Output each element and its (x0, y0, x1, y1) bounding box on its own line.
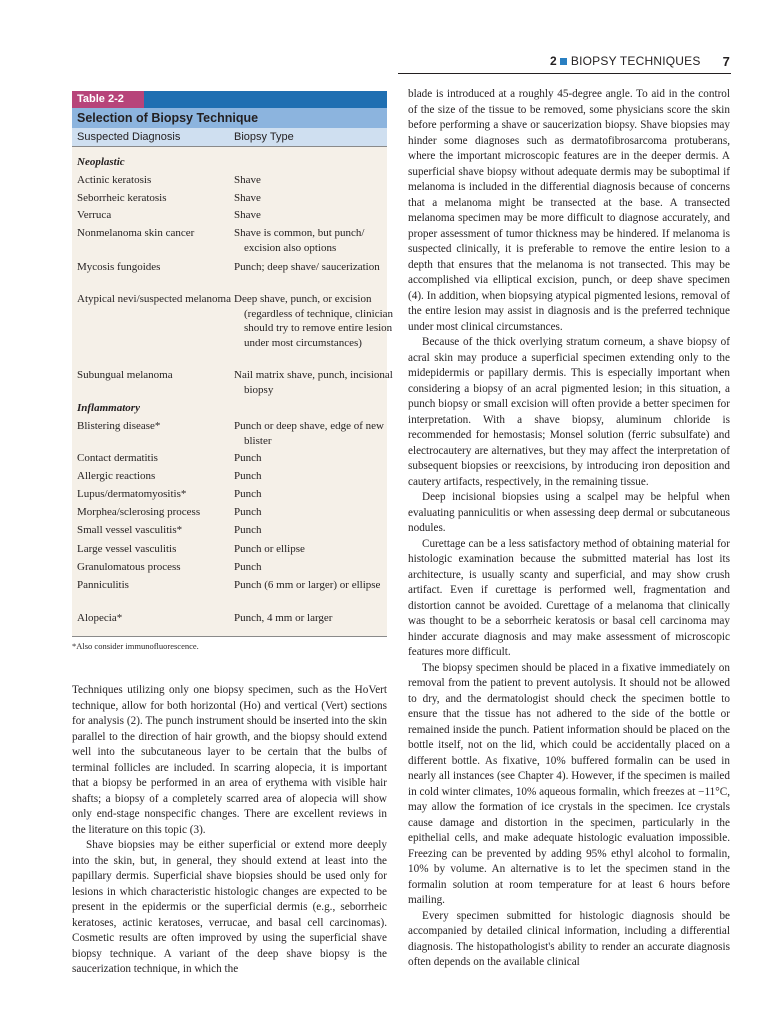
diagnosis-cell: Alopecia* (77, 612, 123, 624)
biopsy-type-cell: Nail matrix shave, punch, incisional biopsy (234, 369, 393, 396)
column-header-diagnosis: Suspected Diagnosis (77, 131, 181, 143)
biopsy-type-cell: Punch (234, 561, 262, 573)
biopsy-type-cell: Punch (234, 488, 262, 500)
diagnosis-cell: Nonmelanoma skin cancer (77, 227, 195, 239)
diagnosis-cell: Verruca (77, 209, 112, 221)
biopsy-type-cell: Punch (234, 452, 262, 464)
paragraph: Deep incisional biopsies using a scalpel may be helpful when evaluating panniculitis or when assessing deep dermal or subcutaneous nodules. (408, 491, 730, 534)
paragraph: Every specimen submitted for histologic diagnosis should be accompanied by detailed clinical information, including a differential diagnosis. The histopathologist's ability to render an accurate diagnosis often depends on the available clinical (408, 909, 730, 968)
diagnosis-cell: Allergic reactions (77, 470, 156, 482)
biopsy-type-cell: Shave is common, but punch/ excision also options (234, 227, 365, 254)
diagnosis-cell: Granulomatous process (77, 561, 181, 573)
diagnosis-cell: Atypical nevi/suspected melanoma (77, 293, 231, 305)
biopsy-table (72, 91, 394, 637)
table-label-bar (144, 91, 387, 108)
biopsy-type-cell: Punch (234, 506, 262, 518)
right-column-text (408, 87, 730, 971)
running-header (458, 52, 730, 70)
table-footnote: *Also consider immunofluorescence. (72, 641, 199, 651)
page-number: 7 (722, 53, 730, 69)
paragraph: Because of the thick overlying stratum corneum, a shave biopsy of acral skin may produce a superficial specimen extending only to the midepidermis or papillary dermis. This is especially important when considering a biopsy of an acral pigmented lesion; in this situation, a punch biopsy or small excision will often provide a better specimen for interpretation. With a shave biopsy, aluminum chloride is recommended for hemostasis; Monsel solution (ferric subsulfate) and electrocautery are alternatives, but they may affect the interpretation of subsequent biopsies or reexcisions, by introducing iron deposition and cautery artifacts, respectively, in the remaining tissue. (408, 336, 730, 488)
biopsy-type-cell: Punch or deep shave, edge of new blister (234, 420, 384, 447)
diagnosis-cell: Blistering disease* (77, 420, 161, 432)
biopsy-type-cell: Punch; deep shave/ saucerization (234, 261, 380, 273)
diagnosis-cell: Morphea/sclerosing process (77, 506, 201, 518)
table-header-row (72, 128, 387, 147)
chapter-number: 2 (550, 54, 557, 68)
paragraph: The biopsy specimen should be placed in a fixative immediately on removal from the patient to prevent autolysis. It should not be allowed to dry, and the dermatologist should check the specimen bottle to ensure that the tissue has not adhered to the side of the bottle or remained inside the punch. Patient information should be placed on the bottle itself, not on the lid, which could be accidentally placed on a different bottle. As fixative, 10% buffered formalin can be used in nearly all instances (see Chapter 4). However, if the specimen is mailed in cold winter climates, 10% aqueous formalin, which freezes at −11°C, may allow the formation of ice crystals in the specimen. Ice crystals cause damage and distortion in the specimen, particularly in the epithelial cells, and make adequate histologic evaluation impossible. Freezing can be prevented by adding 95% ethyl alcohol to formalin, 10% by volume. An alternative is to let the specimen stand in the formalin solution at room temperature for at least 6 hours before mailing. (408, 661, 730, 906)
column-header-biopsy-type: Biopsy Type (234, 131, 294, 143)
paragraph: Techniques utilizing only one biopsy specimen, such as the HoVert technique, allow for both horizontal (Ho) and vertical (Vert) sections for analysis (2). The punch instrument should be inserted into the skin parallel to the direction of hair growth, and the biopsy should extend well into the subcutaneous layer to be certain that the bulbs of terminal follicles are included. In scarring alopecia, it is important that a biopsy be performed in an area of erythema with visible hair shafts; a biopsy of a completely scarred area of alopecia will show only end-stage nonspecific changes. There are excellent reviews in the literature on this topic (3). (72, 684, 387, 836)
left-column-text (72, 683, 387, 978)
paragraph: Shave biopsies may be either superficial or extend more deeply into the skin, but, in general, they should extend at least into the papillary dermis. Superficial shave biopsies should be used only for lesions in which characteristic histologic changes are expected to be present in the epidermis or the superficial dermis (e.g., seborrheic keratoses, actinic keratoses, verrucae, and basal cell carcinomas). Cosmetic results are often improved by using the superficial shave biopsy technique. A variant of the deep shave biopsy is the saucerization technique, in which the (72, 839, 387, 975)
biopsy-type-cell: Shave (234, 174, 261, 186)
diagnosis-cell: Lupus/dermatomyositis* (77, 488, 187, 500)
table-label: Table 2-2 (72, 91, 144, 108)
diagnosis-cell: Mycosis fungoides (77, 261, 161, 273)
biopsy-type-cell: Punch, 4 mm or larger (234, 612, 333, 624)
diagnosis-cell: Actinic keratosis (77, 174, 152, 186)
biopsy-type-cell: Punch (6 mm or larger) or ellipse (234, 579, 381, 591)
biopsy-type-cell: Punch (234, 470, 262, 482)
biopsy-type-cell: Deep shave, punch, or excision (regardless of technique, clinician should try to remove entire lesion under most circumstances) (234, 293, 394, 349)
biopsy-type-cell: Punch or ellipse (234, 543, 305, 555)
header-square-icon (560, 58, 567, 65)
diagnosis-cell: Small vessel vasculitis* (77, 524, 183, 536)
table-title: Selection of Biopsy Technique (72, 108, 387, 128)
diagnosis-cell: Panniculitis (77, 579, 129, 591)
diagnosis-cell: Subungual melanoma (77, 369, 173, 381)
biopsy-type-cell: Shave (234, 192, 261, 204)
diagnosis-cell: Contact dermatitis (77, 452, 158, 464)
paragraph: blade is introduced at a roughly 45-degree angle. To aid in the control of the size of the tissue to be removed, some physicians score the skin before performing a shave or saucerization biopsy. Shave biopsies may hinder some diagnoses such as dermatofibrosarcoma protuberans, where the important microscopic features are in the deeper dermis. A superficial shave biopsy without adequate dermis may be suboptimal if melanoma is included in the differential diagnosis because of concerns that a melanoma might be transected at the base. A transected melanoma specimen may be more difficult to diagnose accurately, and proper assessment of tumor thickness may be hindered. If melanoma is suspected clinically, it is preferable to remove the entire lesion to a depth that ensures that the melanoma is not transected. This may be accomplished via elliptical excision, punch, or deep shave specimen (4). In addition, when biopsying atypical pigmented lesions, removal of the entire lesion may assist in diagnosis and is the preferred technique under most clinical circumstances. (408, 88, 730, 333)
diagnosis-cell: Seborrheic keratosis (77, 192, 167, 204)
paragraph: Curettage can be a less satisfactory method of obtaining material for histologic examination because the submitted material has lost its architecture, is usually scanty and superficial, and may show crush artifact. Even if curettage is performed well, fragmentation and distortion cannot be avoided. Curettage of a melanoma that clinically was thought to be a seborrheic keratosis or basal cell carcinoma may hinder accurate diagnosis and may make assessment of microscopic features more difficult. (408, 537, 730, 658)
section-label: Inflammatory (77, 402, 140, 414)
header-rule (398, 73, 731, 74)
section-label: Neoplastic (77, 156, 125, 168)
diagnosis-cell: Large vessel vasculitis (77, 543, 177, 555)
biopsy-type-cell: Punch (234, 524, 262, 536)
biopsy-type-cell: Shave (234, 209, 261, 221)
chapter-title: BIOPSY TECHNIQUES (570, 54, 701, 68)
